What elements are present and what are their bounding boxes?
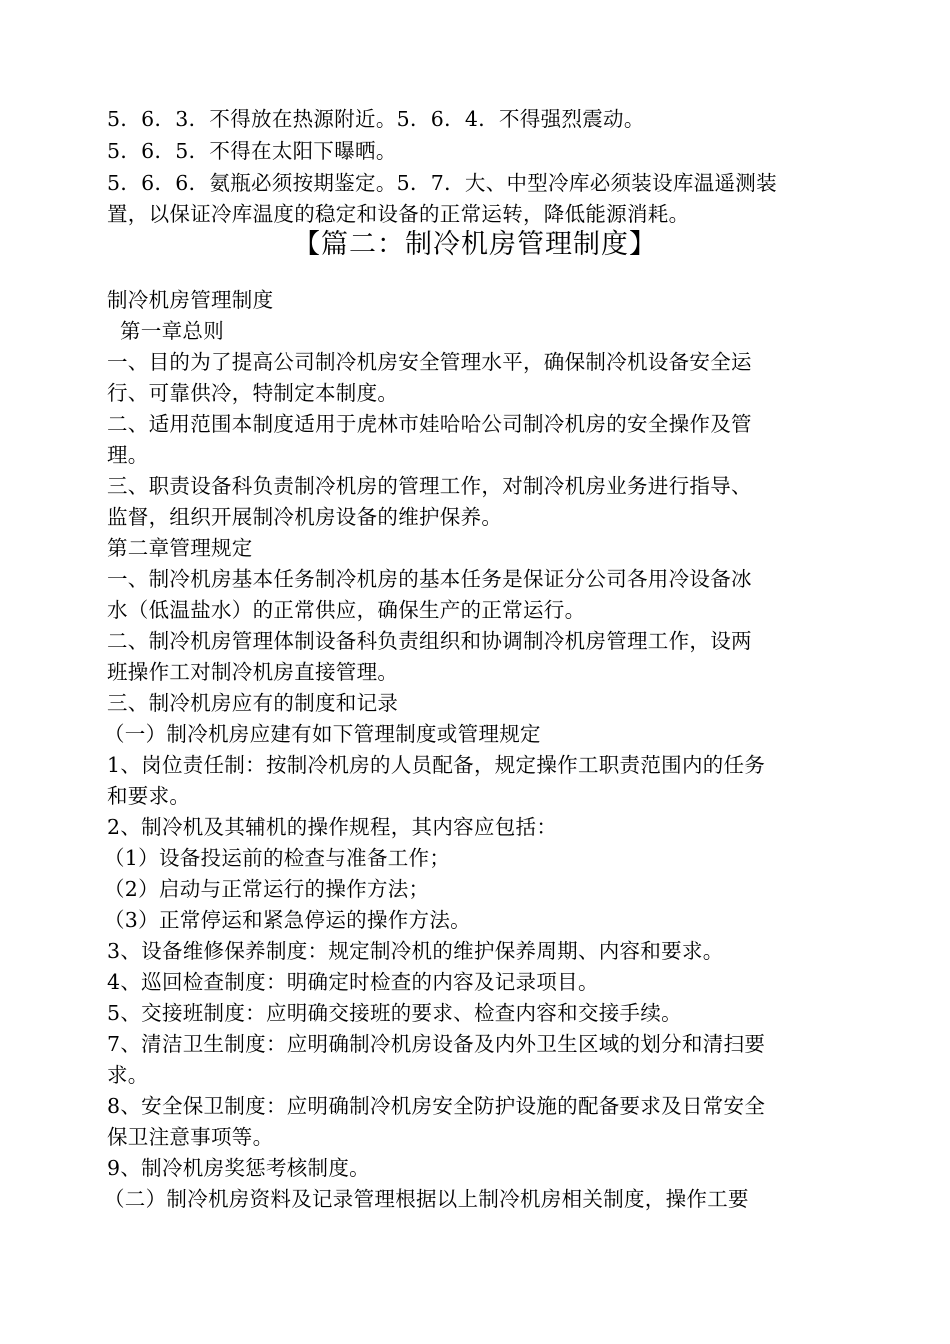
chapter-heading: 第一章总则 — [120, 319, 224, 343]
section-title: 【篇二：制冷机房管理制度】 — [293, 229, 657, 260]
chapter-heading: 第二章管理规定 — [107, 536, 253, 560]
text-line: 7、清洁卫生制度：应明确制冷机房设备及内外卫生区域的划分和清扫要 — [107, 1032, 766, 1056]
text-line: 求。 — [107, 1063, 149, 1087]
text-line: 和要求。 — [107, 784, 191, 808]
text-line: 一、制冷机房基本任务制冷机房的基本任务是保证分公司各用冷设备冰 — [107, 567, 752, 591]
text-line: 一、目的为了提高公司制冷机房安全管理水平，确保制冷机设备安全运 — [107, 350, 752, 374]
text-line: （1）设备投运前的检查与准备工作； — [104, 846, 451, 870]
text-line: 8、安全保卫制度：应明确制冷机房安全防护设施的配备要求及日常安全 — [107, 1094, 766, 1118]
text-line: 置，以保证冷库温度的稳定和设备的正常运转，降低能源消耗。 — [107, 202, 690, 226]
text-line: 二、制冷机房管理体制设备科负责组织和协调制冷机房管理工作，设两 — [107, 629, 752, 653]
text-line: 9、制冷机房奖惩考核制度。 — [107, 1156, 370, 1180]
text-line: 行、可靠供冷，特制定本制度。 — [107, 381, 399, 405]
text-line: 三、制冷机房应有的制度和记录 — [107, 691, 399, 715]
text-line: 4、巡回检查制度：明确定时检查的内容及记录项目。 — [107, 970, 599, 994]
text-line: 水（低温盐水）的正常供应，确保生产的正常运行。 — [107, 598, 586, 622]
text-line: 5、交接班制度：应明确交接班的要求、检查内容和交接手续。 — [107, 1001, 682, 1025]
text-line: （一）制冷机房应建有如下管理制度或管理规定 — [104, 722, 541, 746]
text-line: 2、制冷机及其辅机的操作规程，其内容应包括： — [107, 815, 558, 839]
text-line: 5．6．6．氨瓶必须按期鉴定。5．7．大、中型冷库必须装设库温遥测装 — [107, 171, 777, 195]
text-line: 理。 — [107, 443, 149, 467]
text-line: 1、岗位责任制：按制冷机房的人员配备，规定操作工职责范围内的任务 — [107, 753, 766, 777]
text-line: 3、设备维修保养制度：规定制冷机的维护保养周期、内容和要求。 — [107, 939, 724, 963]
text-line: 班操作工对制冷机房直接管理。 — [107, 660, 399, 684]
text-line: 监督，组织开展制冷机房设备的维护保养。 — [107, 505, 503, 529]
text-line: 保卫注意事项等。 — [107, 1125, 274, 1149]
text-line: （3）正常停运和紧急停运的操作方法。 — [104, 908, 471, 932]
text-line: （2）启动与正常运行的操作方法； — [104, 877, 430, 901]
text-line: 制冷机房管理制度 — [107, 288, 274, 312]
text-line: 5．6．3．不得放在热源附近。5．6．4．不得强烈震动。 — [107, 107, 645, 131]
text-line: 5．6．5．不得在太阳下曝晒。 — [107, 139, 397, 163]
text-line: （二）制冷机房资料及记录管理根据以上制冷机房相关制度，操作工要 — [104, 1187, 749, 1211]
text-line: 二、适用范围本制度适用于虎林市娃哈哈公司制冷机房的安全操作及管 — [107, 412, 752, 436]
text-line: 三、职责设备科负责制冷机房的管理工作，对制冷机房业务进行指导、 — [107, 474, 752, 498]
